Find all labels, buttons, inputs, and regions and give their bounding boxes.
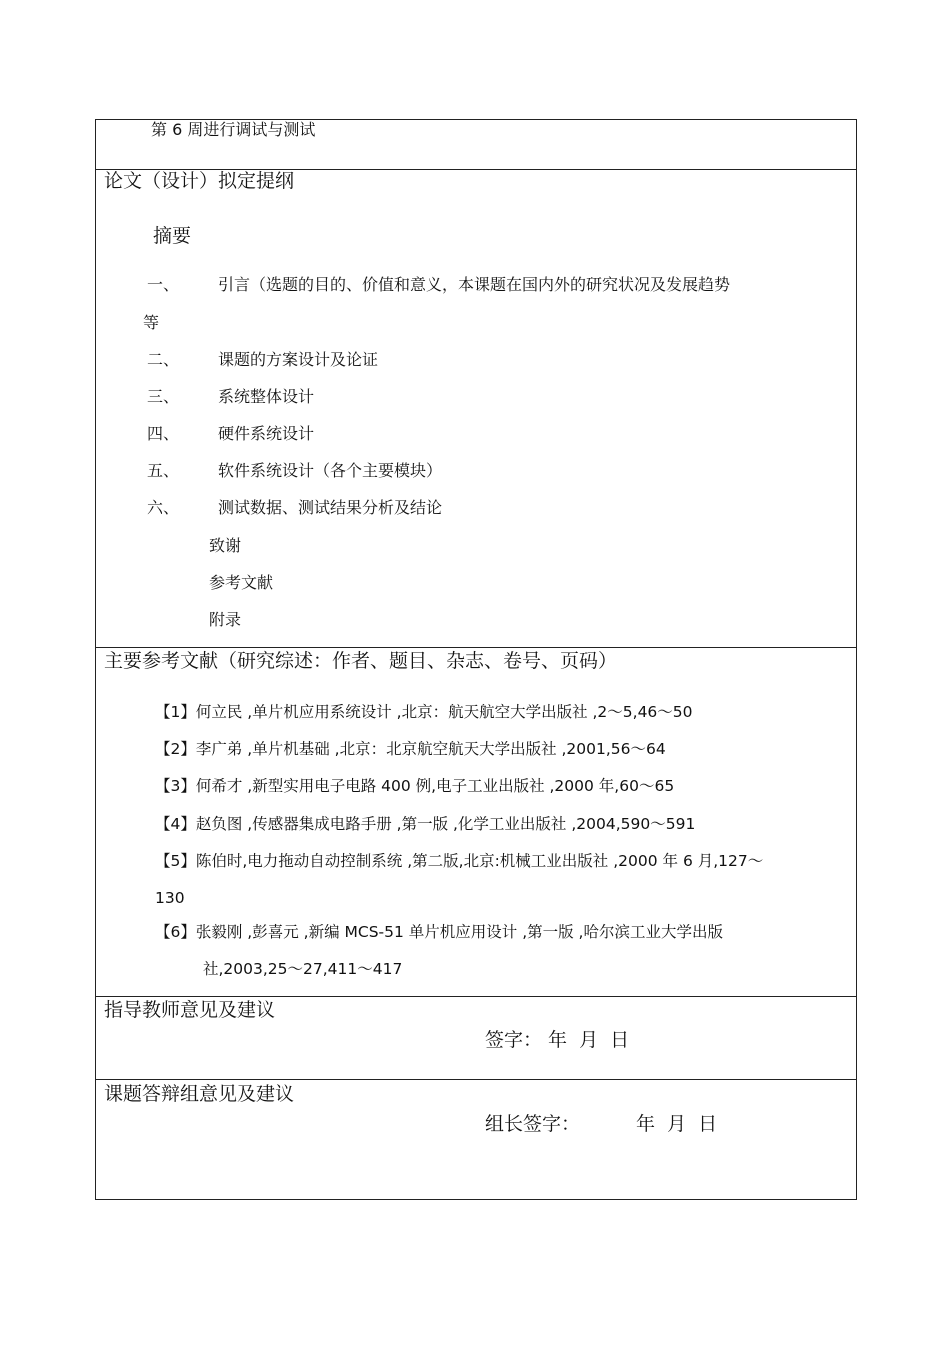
reference-item: 【4】赵负图 ,传感器集成电路手册 ,第一版 ,化学工业出版社 ,2004,590～591 bbox=[155, 815, 696, 833]
reference-item: 【1】何立民 ,单片机应用系统设计 ,北京：航天航空大学出版社 ,2～5,46～50 bbox=[155, 703, 693, 721]
outline-heading: 论文（设计）拟定提纲 bbox=[104, 170, 295, 192]
outline-abstract: 摘要 bbox=[153, 225, 192, 247]
references-heading: 主要参考文献（研究综述：作者、题目、杂志、卷号、页码） bbox=[104, 650, 618, 672]
defense-heading: 课题答辩组意见及建议 bbox=[104, 1083, 295, 1105]
outline-item-number: 四、 bbox=[147, 424, 180, 443]
outline-item-text: 测试数据、测试结果分析及结论 bbox=[218, 498, 443, 517]
outline-item-number: 六、 bbox=[147, 498, 180, 517]
outline-item-number: 二、 bbox=[147, 350, 180, 369]
outline-item-text: 软件系统设计（各个主要模块） bbox=[218, 461, 443, 480]
outline-item-number: 五、 bbox=[147, 461, 180, 480]
reference-item: 【2】李广弟 ,单片机基础 ,北京：北京航空航天大学出版社 ,2001,56～64 bbox=[155, 740, 666, 758]
reference-item-continuation: 社,2003,25～27,411～417 bbox=[203, 960, 403, 978]
outline-item-text: 系统整体设计 bbox=[218, 387, 315, 406]
outline-item-text: 课题的方案设计及论证 bbox=[218, 350, 379, 369]
outline-tail-item: 致谢 bbox=[209, 536, 242, 555]
advisor-signature-label: 签字： bbox=[485, 1029, 543, 1051]
outline-item-text: 硬件系统设计 bbox=[218, 424, 315, 443]
outline-tail-item: 附录 bbox=[209, 610, 242, 629]
outline-item-number: 三、 bbox=[147, 387, 180, 406]
outline-item-text: 引言（选题的目的、价值和意义，本课题在国内外的研究状况及发展趋势 bbox=[218, 275, 731, 294]
reference-item: 【5】陈伯时,电力拖动自动控制系统 ,第二版,北京:机械工业出版社 ,2000 年 6 月,127～ bbox=[155, 852, 764, 870]
outline-item-continuation: 等 bbox=[143, 313, 160, 332]
outline-tail-item: 参考文献 bbox=[209, 573, 274, 592]
reference-item: 【6】张毅刚 ,彭喜元 ,新编 MCS-51 单片机应用设计 ,第一版 ,哈尔滨工业大学出版 bbox=[155, 923, 723, 941]
outline-item-number: 一、 bbox=[147, 275, 180, 294]
advisor-date-label: 年 月 日 bbox=[548, 1029, 630, 1051]
defense-signature-label: 组长签字： bbox=[485, 1113, 581, 1135]
advisor-heading: 指导教师意见及建议 bbox=[104, 999, 276, 1021]
schedule-text: 第 6 周进行调试与测试 bbox=[151, 120, 316, 139]
reference-item: 【3】何希才 ,新型实用电子电路 400 例,电子工业出版社 ,2000 年,60～65 bbox=[155, 777, 675, 795]
reference-item-continuation: 130 bbox=[155, 889, 185, 907]
defense-date-label: 年 月 日 bbox=[636, 1113, 718, 1135]
